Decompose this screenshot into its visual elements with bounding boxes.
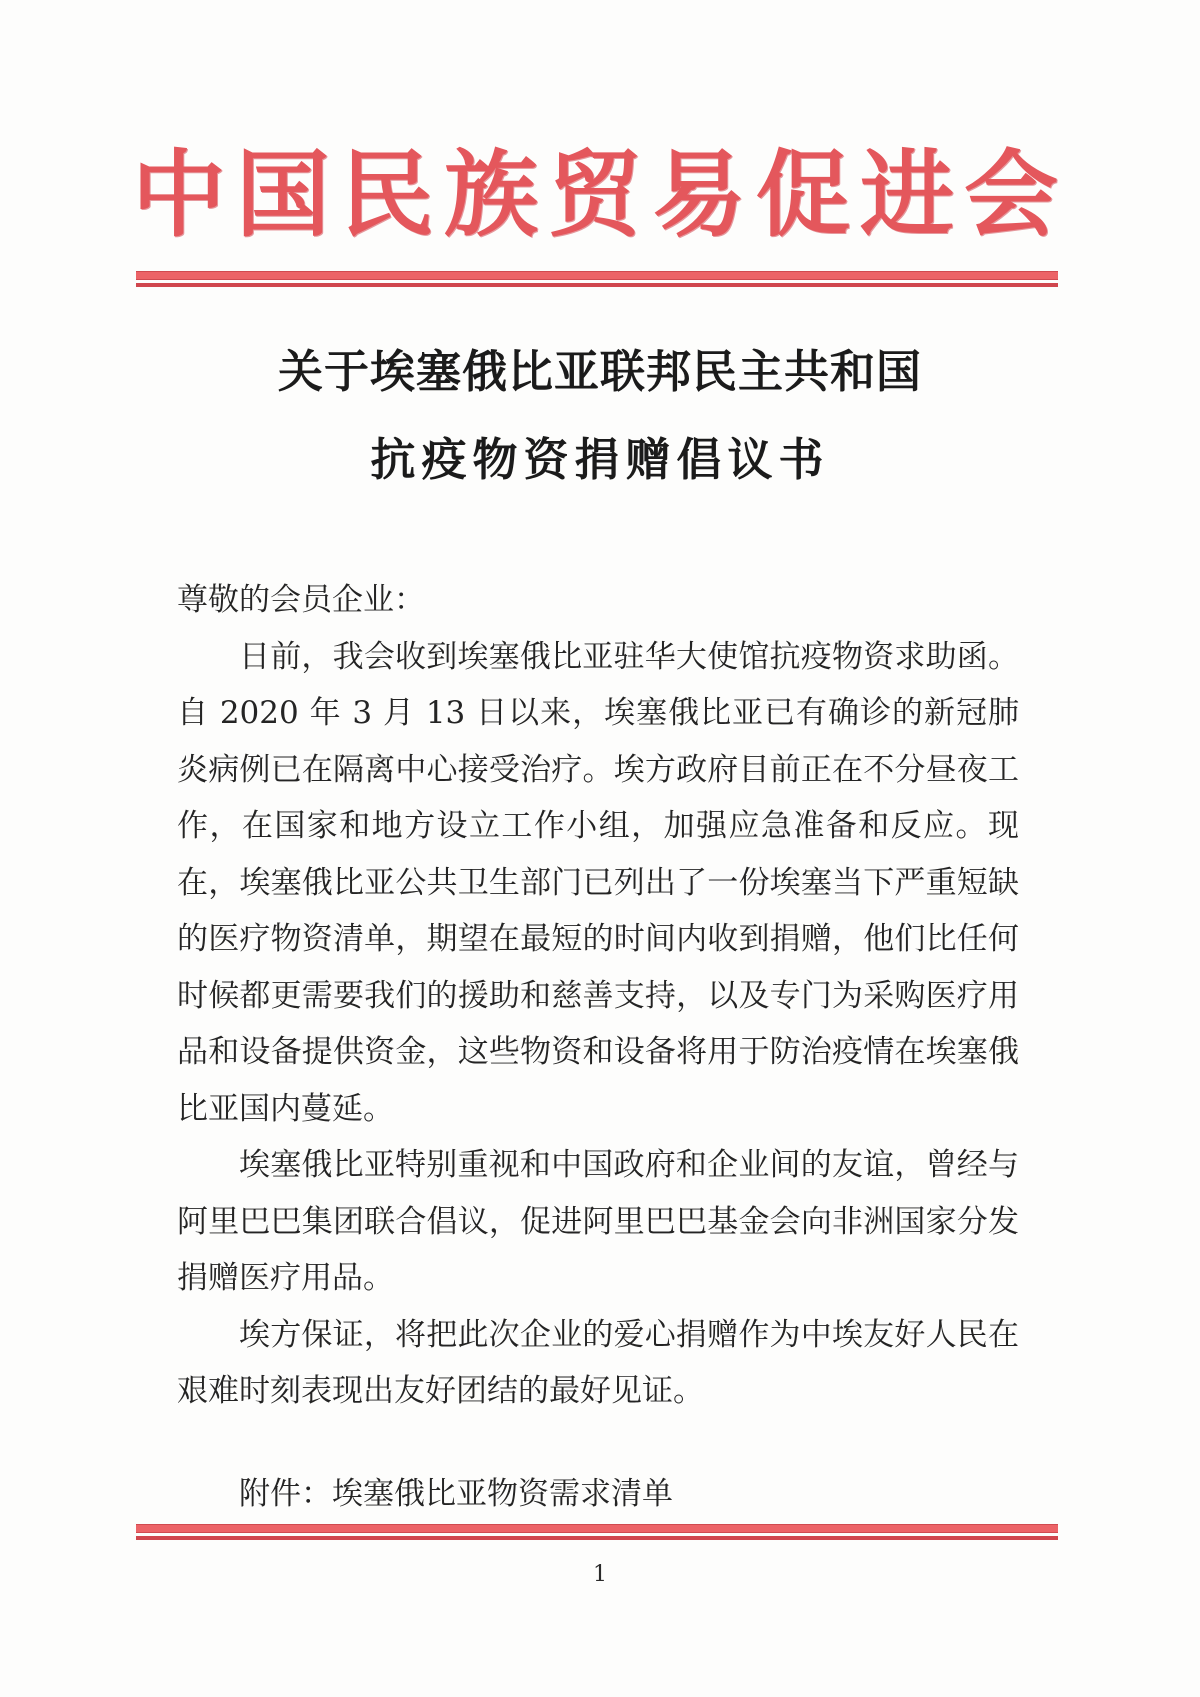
header-double-rule — [136, 271, 1058, 287]
header-rule-thick — [136, 271, 1058, 280]
document-title-line1: 关于埃塞俄比亚联邦民主共和国 — [277, 345, 922, 398]
footer-rule-thin — [136, 1536, 1058, 1540]
body-paragraph-3: 埃方保证，将把此次企业的爱心捐赠作为中埃友好人民在艰难时刻表现出友好团结的最好见证。 — [177, 1316, 1019, 1409]
header-rule-thin — [136, 283, 1058, 287]
body-paragraph-2: 埃塞俄比亚特别重视和中国政府和企业间的友谊，曾经与阿里巴巴集团联合倡议，促进阿里巴巴基金会向非洲国家分发捐赠医疗用品。 — [177, 1147, 1019, 1296]
footer-double-rule — [136, 1524, 1058, 1540]
letter-body — [177, 572, 1019, 1522]
org-name-header: 中国民族贸易促进会 — [131, 140, 1068, 250]
body-paragraph-1: 日前，我会收到埃塞俄比亚驻华大使馆抗疫物资求助函。自 2020 年 3 月 13 日以来，埃塞俄比亚已有确诊的新冠肺炎病例已在隔离中心接受治疗。埃方政府目前正在不分昼夜工作，在国家和地方设立工作小组，加强应急准备和反应。现在，埃塞俄比亚公共卫生部门已列出了一份埃塞当下严重短缺的医疗物资清单，期望在最短的时间内收到捐赠，他们比任何时候都更需要我们的援助和慈善支持，以及专门为采购医疗用品和设备提供资金，这些物资和设备将用于防治疫情在埃塞俄比亚国内蔓延。 — [177, 638, 1019, 1127]
document-title — [0, 343, 1200, 489]
document-title-line2: 抗疫物资捐赠倡议书 — [370, 433, 830, 486]
page-number: 1 — [593, 1562, 607, 1587]
salutation: 尊敬的会员企业： — [177, 582, 425, 618]
footer-rule-thick — [136, 1524, 1058, 1533]
attachment-note: 附件：埃塞俄比亚物资需求清单 — [239, 1475, 673, 1512]
